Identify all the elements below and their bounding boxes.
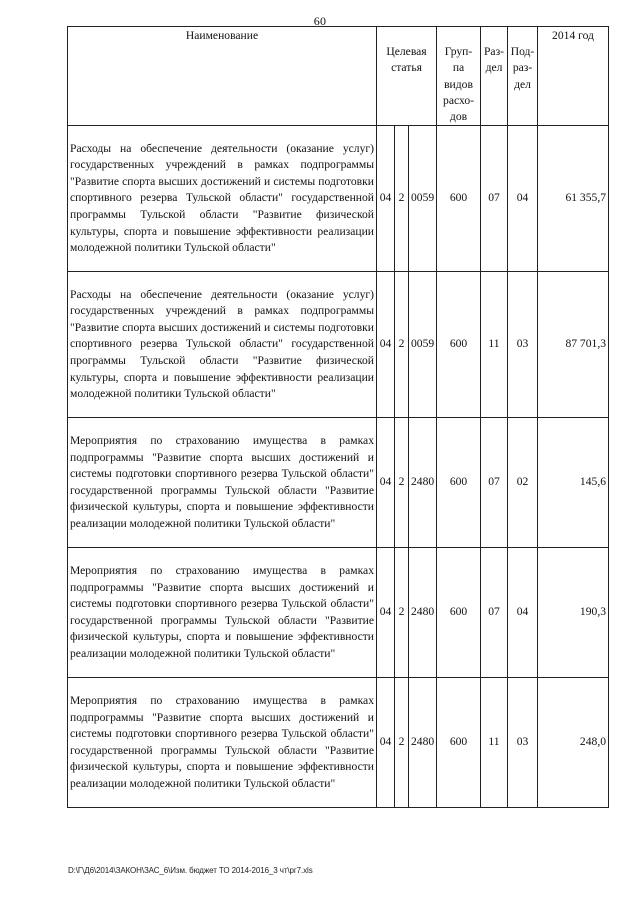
table-row xyxy=(68,678,609,808)
header-year xyxy=(538,27,609,126)
section-cell: 07 xyxy=(481,418,508,548)
header-name xyxy=(68,27,377,126)
header-target-label: Целевая статья xyxy=(386,45,427,75)
expense-group-cell: 600 xyxy=(437,548,481,678)
header-target-article xyxy=(377,27,437,126)
expense-group-cell: 600 xyxy=(437,418,481,548)
target-article-part1: 04 xyxy=(377,126,395,272)
expense-group-cell: 600 xyxy=(437,126,481,272)
table-row xyxy=(68,272,609,418)
target-article-part1: 04 xyxy=(377,548,395,678)
budget-table xyxy=(67,26,609,808)
target-article-part1: 04 xyxy=(377,678,395,808)
row-name: Мероприятия по страхованию имущества в рамках подпрограммы "Развитие спорта высших достижений и системы подготовки спортивного резерва Тульской области" государственной программы Тульской области "Развитие физической культуры, спорта и повышение эффективности реализации молодежной политики Тульской области" xyxy=(68,548,377,678)
expense-group-cell: 600 xyxy=(437,272,481,418)
row-name: Мероприятия по страхованию имущества в рамках подпрограммы "Развитие спорта высших достижений и системы подготовки спортивного резерва Тульской области" государственной программы Тульской области "Развитие физической культуры, спорта и повышение эффективности реализации молодежной политики Тульской области" xyxy=(68,678,377,808)
amount-cell: 145,6 xyxy=(538,418,609,548)
amount-cell: 61 355,7 xyxy=(538,126,609,272)
table-row xyxy=(68,126,609,272)
target-article-part3: 2480 xyxy=(409,548,437,678)
header-subsection xyxy=(508,27,538,126)
row-name: Расходы на обеспечение деятельности (оказание услуг) государственных учреждений в рамках подпрограммы "Развитие спорта высших достижений и системы подготовки спортивного резерва Тульской области" государственной программы Тульской области "Развитие физической культуры, спорта и повышение эффективности реализации молодежной политики Тульской области" xyxy=(68,272,377,418)
header-name-label: Наименование xyxy=(185,29,259,42)
target-article-part3: 0059 xyxy=(409,126,437,272)
page-number: 60 xyxy=(313,14,327,28)
amount-cell: 87 701,3 xyxy=(538,272,609,418)
target-article-part3: 0059 xyxy=(409,272,437,418)
subsection-cell: 04 xyxy=(508,126,538,272)
target-article-part1: 04 xyxy=(377,418,395,548)
section-cell: 07 xyxy=(481,548,508,678)
expense-group-cell: 600 xyxy=(437,678,481,808)
section-cell: 11 xyxy=(481,272,508,418)
subsection-cell: 02 xyxy=(508,418,538,548)
target-article-part2: 2 xyxy=(395,272,409,418)
header-section-label: Раз- дел xyxy=(483,45,505,75)
amount-cell: 190,3 xyxy=(538,548,609,678)
amount-cell: 248,0 xyxy=(538,678,609,808)
target-article-part2: 2 xyxy=(395,418,409,548)
header-group-label: Груп- па видов расхо- дов xyxy=(443,45,474,124)
subsection-cell: 04 xyxy=(508,548,538,678)
section-cell: 11 xyxy=(481,678,508,808)
table-row xyxy=(68,548,609,678)
header-section xyxy=(481,27,508,126)
row-name: Мероприятия по страхованию имущества в рамках подпрограммы "Развитие спорта высших достижений и системы подготовки спортивного резерва Тульской области" государственной программы Тульской области "Развитие физической культуры, спорта и повышение эффективности реализации молодежной политики Тульской области" xyxy=(68,418,377,548)
subsection-cell: 03 xyxy=(508,272,538,418)
header-year-label: 2014 год xyxy=(552,29,594,42)
target-article-part2: 2 xyxy=(395,678,409,808)
target-article-part3: 2480 xyxy=(409,678,437,808)
target-article-part2: 2 xyxy=(395,126,409,272)
header-expense-group xyxy=(437,27,481,126)
header-subsection-label: Под- раз- дел xyxy=(510,45,535,91)
file-path-footer: D:\Г\Д6\2014\ЗАКОН\ЗАС_6\Изм. бюджет ТО 2014-2016_3 чт\рг7.xls xyxy=(68,866,313,875)
target-article-part3: 2480 xyxy=(409,418,437,548)
target-article-part2: 2 xyxy=(395,548,409,678)
table-header-row xyxy=(68,27,609,126)
target-article-part1: 04 xyxy=(377,272,395,418)
section-cell: 07 xyxy=(481,126,508,272)
table-row xyxy=(68,418,609,548)
subsection-cell: 03 xyxy=(508,678,538,808)
row-name: Расходы на обеспечение деятельности (оказание услуг) государственных учреждений в рамках подпрограммы "Развитие спорта высших достижений и системы подготовки спортивного резерва Тульской области" государственной программы Тульской области "Развитие физической культуры, спорта и повышение эффективности реализации молодежной политики Тульской области" xyxy=(68,126,377,272)
